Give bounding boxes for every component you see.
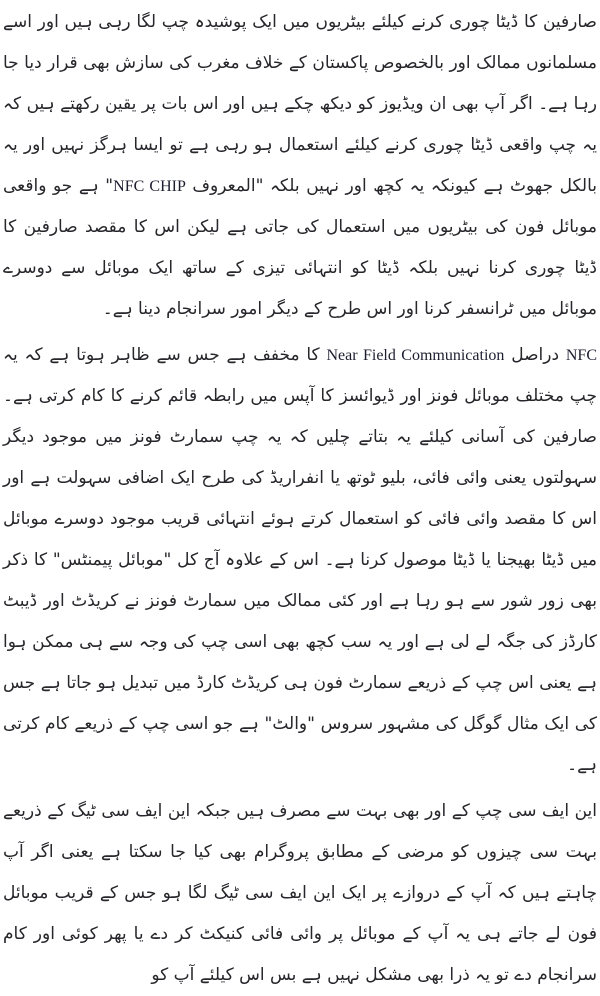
urdu-text: این ایف سی چپ کے اور بھی بہت سے مصرف ہیں جبکہ این ایف سی ٹیگ کے ذریعے بہت سی چیزوں کو مرضی کے مطابق پروگرام بھی کیا جا سکتا ہے یعنی اگر آپ چاہتے ہیں کہ آپ کے دروازے پر ایک این ایف سی ٹیگ لگا ہو جس کے قریب موبائل فون لے جاتے ہی یہ آپ کے موبائل پر وائی فائی کنیکٹ کر دے یا پھر کوئی اور کام سرانجام دے تو یہ ذرا بھی مشکل نہیں ہے بس اس کیلئے آپ کو xyxy=(3,801,597,985)
paragraph xyxy=(3,791,597,996)
latin-term: NFC xyxy=(565,347,597,364)
urdu-text: " ہے جو واقعی موبائل فون کی بیٹریوں میں استعمال کی جاتی ہے لیکن اس کا مقصد صارفین کا ڈیٹا چوری کرنا نہیں بلکہ ڈیٹا کو انتہائی تیزی کے ساتھ ایک موبائل سے دوسرے موبائل میں ٹرانسفر کرنا اور اس طرح کے دیگر امور سرانجام دینا ہے۔ xyxy=(3,176,597,319)
paragraphs-container xyxy=(3,2,597,996)
paragraph xyxy=(3,335,597,786)
urdu-text: صارفین کا ڈیٹا چوری کرنے کیلئے بیٹریوں میں ایک پوشیدہ چپ لگا رہی ہیں اور اسے مسلمانوں ممالک اور بالخصوص پاکستان کے خلاف مغرب کی سازش بھی قرار دیا جا رہا ہے۔ اگر آپ بھی ان ویڈیوز کو دیکھ چکے ہیں اور اس بات پر یقین رکھتے ہیں کہ یہ چپ واقعی ڈیٹا چوری کرنے کیلئے استعمال ہو رہی ہے تو ایسا ہرگز نہیں اور یہ بالکل جھوٹ ہے کیونکہ یہ کچھ اور نہیں بلکہ "المعروف xyxy=(3,12,598,196)
latin-term: NFC CHIP xyxy=(113,178,186,195)
urdu-text: دراصل xyxy=(504,345,566,365)
paragraph xyxy=(3,2,597,330)
latin-term: Near Field Communication xyxy=(326,347,505,364)
urdu-text: کا مخفف ہے جس سے ظاہر ہوتا ہے کہ یہ چپ مختلف موبائل فونز اور ڈیوائسز کا آپس میں رابطہ قائم کرنے کا کام کرتی ہے۔ صارفین کی آسانی کیلئے یہ بتاتے چلیں کہ یہ چپ سمارٹ فونز میں موجود دیگر سہولتوں یعنی وائی فائی، بلیو ٹوتھ یا انفراریڈ کی طرح ایک اضافی سہولت ہے اور اس کا مقصد وائی فائی کو استعمال کرتے ہوئے انتہائی قریب موجود دوسرے موبائل میں ڈیٹا بھیجنا یا ڈیٹا موصول کرنا ہے۔ اس کے علاوہ آج کل "موبائل پیمنٹس" کا ذکر بھی زور شور سے ہو رہا ہے اور کئی ممالک میں سمارٹ فونز نے کریڈٹ اور ڈیبٹ کارڈز کی جگہ لے لی ہے اور یہ سب کچھ بھی اسی چپ کی وجہ سے ہی ممکن ہوا ہے یعنی اس چپ کے ذریعے سمارٹ فون ہی کریڈٹ کارڈ میں تبدیل ہو جاتا ہے جس کی ایک مثال گوگل کی مشہور سروس "والٹ" ہے جو اسی چپ کے ذریعے کام کرتی ہے۔ xyxy=(3,345,597,775)
